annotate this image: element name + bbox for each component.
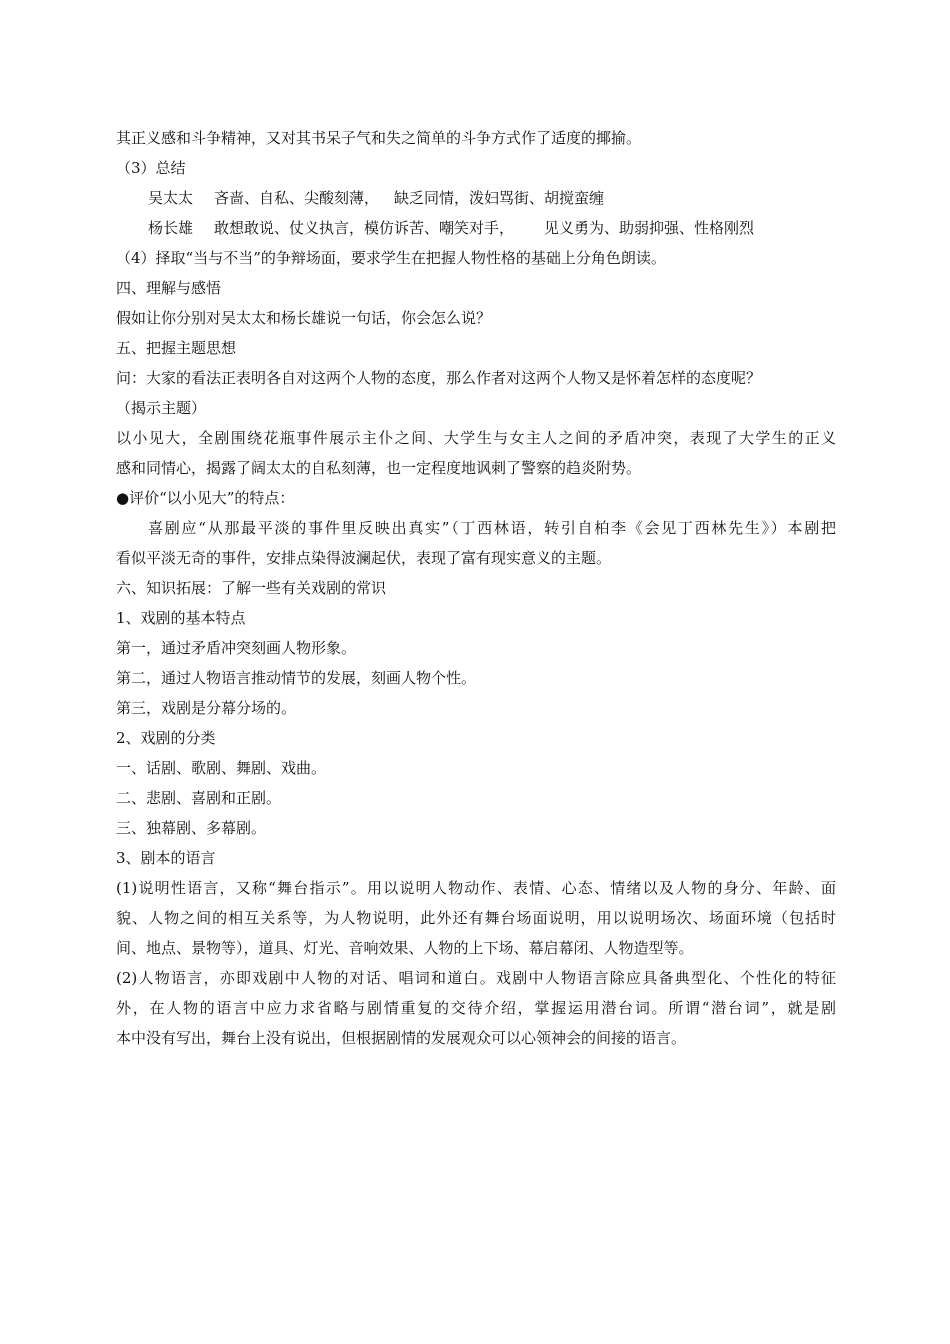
paragraph-line: 貌、人物之间的相互关系等，为人物说明，此外还有舞台场面说明，用以说明场次、场面环境（包括时 bbox=[116, 909, 836, 927]
paragraph-line: 本中没有写出，舞台上没有说出，但根据剧情的发展观众可以心领神会的间接的语言。 bbox=[116, 1029, 687, 1047]
paragraph-line: (2)人物语言，亦即戏剧中人物的对话、唱词和道白。戏剧中人物语言除应具备典型化、个性化的特征 bbox=[116, 969, 836, 987]
paragraph-line: 其正义感和斗争精神，又对其书呆子气和失之简单的斗争方式作了适度的揶揄。 bbox=[116, 129, 642, 147]
paragraph-line: 外，在人物的语言中应力求省略与剧情重复的交待介绍，掌握运用潜台词。所谓“潜台词”，就是剧 bbox=[116, 999, 836, 1017]
paragraph-line: 第三，戏剧是分幕分场的。 bbox=[116, 699, 297, 717]
summary-traits: 敢想敢说、仗义执言，模仿诉苦、嘲笑对手， bbox=[214, 219, 515, 237]
subsection-heading: 1、戏剧的基本特点 bbox=[116, 609, 246, 627]
section-heading: 五、把握主题思想 bbox=[116, 339, 237, 357]
paragraph-line: 三、独幕剧、多幕剧。 bbox=[116, 819, 267, 837]
summary-traits: 吝啬、自私、尖酸刻薄， bbox=[214, 189, 380, 207]
paragraph-line: 第一，通过矛盾冲突刻画人物形象。 bbox=[116, 639, 357, 657]
paragraph-line: 第二，通过人物语言推动情节的发展，刻画人物个性。 bbox=[116, 669, 477, 687]
summary-row bbox=[148, 218, 754, 238]
paragraph-line: （4）择取“当与不当”的争辩场面，要求学生在把握人物性格的基础上分角色朗读。 bbox=[116, 249, 666, 267]
subsection-heading: 3、剧本的语言 bbox=[116, 849, 216, 867]
paragraph-line: 问：大家的看法正表明各自对这两个人物的态度，那么作者对这两个人物又是怀着怎样的态度呢？ bbox=[116, 369, 762, 387]
section-heading: 四、理解与感悟 bbox=[116, 279, 222, 297]
summary-more: 见义勇为、助弱抑强、性格刚烈 bbox=[544, 219, 755, 237]
summary-name: 杨长雄 bbox=[148, 219, 194, 237]
subsection-heading: 2、戏剧的分类 bbox=[116, 729, 216, 747]
paragraph-line: 一、话剧、歌剧、舞剧、戏曲。 bbox=[116, 759, 327, 777]
paragraph-line: 以小见大，全剧围绕花瓶事件展示主仆之间、大学生与女主人之间的矛盾冲突，表现了大学生的正义 bbox=[116, 429, 836, 447]
summary-row bbox=[148, 188, 604, 208]
bullet-heading: ●评价“以小见大”的特点： bbox=[116, 489, 295, 507]
paragraph-line: (1)说明性语言，又称“舞台指示”。用以说明人物动作、表情、心态、情绪以及人物的身分、年龄、面 bbox=[116, 879, 836, 897]
summary-more: 缺乏同情，泼妇骂街、胡搅蛮缠 bbox=[394, 189, 605, 207]
paragraph-line: 二、悲剧、喜剧和正剧。 bbox=[116, 789, 282, 807]
paragraph-line: （揭示主题） bbox=[116, 399, 207, 417]
paragraph-line: 喜剧应“从那最平淡的事件里反映出真实”（丁西林语，转引自柏李《会见丁西林先生》）本剧把 bbox=[148, 519, 836, 537]
paragraph-line: 感和同情心，揭露了阔太太的自私刻薄，也一定程度地讽刺了警察的趋炎附势。 bbox=[116, 459, 642, 477]
section-heading: （3）总结 bbox=[116, 159, 186, 177]
paragraph-line: 看似平淡无奇的事件，安排点染得波澜起伏，表现了富有现实意义的主题。 bbox=[116, 549, 612, 567]
paragraph-line: 假如让你分别对吴太太和杨长雄说一句话，你会怎么说？ bbox=[116, 309, 492, 327]
section-heading: 六、知识拓展：了解一些有关戏剧的常识 bbox=[116, 579, 387, 597]
paragraph-line: 间、地点、景物等），道具、灯光、音响效果、人物的上下场、幕启幕闭、人物造型等。 bbox=[116, 939, 694, 957]
summary-name: 吴太太 bbox=[148, 189, 194, 207]
